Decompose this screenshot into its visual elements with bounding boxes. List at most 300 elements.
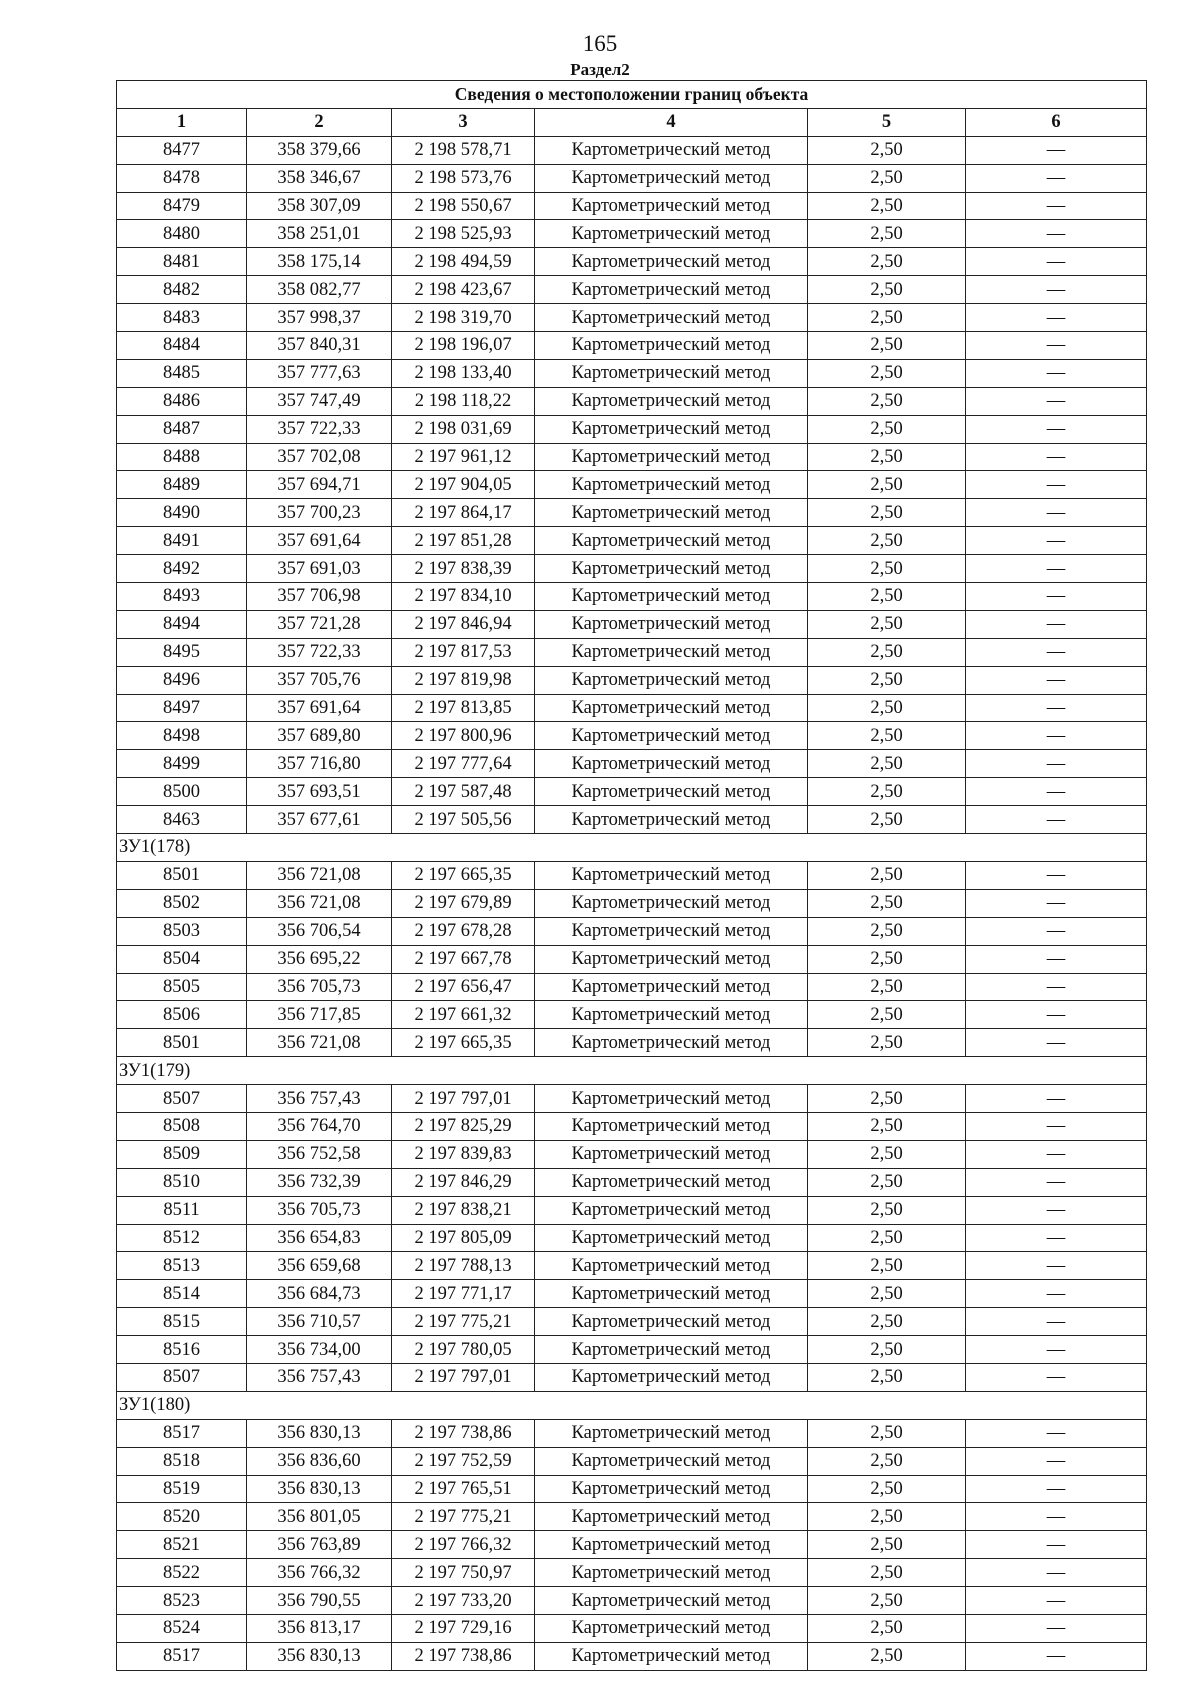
- table-cell: 2 197 805,09: [392, 1224, 535, 1252]
- table-cell: Картометрический метод: [535, 1001, 808, 1029]
- group-label: ЗУ1(180): [117, 1391, 1147, 1419]
- table-cell: 2 197 788,13: [392, 1252, 535, 1280]
- table-cell: 2,50: [808, 945, 966, 973]
- table-cell: 356 721,08: [247, 1029, 392, 1057]
- table-cell: 356 710,57: [247, 1308, 392, 1336]
- table-row: [117, 1224, 1147, 1252]
- table-cell: Картометрический метод: [535, 1642, 808, 1670]
- table-cell: 356 721,08: [247, 861, 392, 889]
- table-cell: 2 197 846,94: [392, 610, 535, 638]
- table-cell: 2 197 765,51: [392, 1475, 535, 1503]
- table-cell: 8484: [117, 332, 247, 360]
- table-cell: 8492: [117, 555, 247, 583]
- column-header: 1: [117, 108, 247, 136]
- table-cell: 2,50: [808, 722, 966, 750]
- table-cell: 2 197 752,59: [392, 1447, 535, 1475]
- table-cell: 2,50: [808, 1252, 966, 1280]
- table-cell: 358 082,77: [247, 276, 392, 304]
- table-cell: 2 197 825,29: [392, 1112, 535, 1140]
- table-cell: 357 694,71: [247, 471, 392, 499]
- table-cell: Картометрический метод: [535, 1419, 808, 1447]
- table-cell: —: [966, 610, 1147, 638]
- table-cell: 2,50: [808, 1587, 966, 1615]
- table-cell: 2,50: [808, 1336, 966, 1364]
- table-cell: Картометрический метод: [535, 1112, 808, 1140]
- table-row: [117, 694, 1147, 722]
- table-cell: 2 198 423,67: [392, 276, 535, 304]
- table-cell: 356 684,73: [247, 1280, 392, 1308]
- table-row: [117, 1029, 1147, 1057]
- table-cell: Картометрический метод: [535, 1224, 808, 1252]
- table-cell: 2 197 797,01: [392, 1363, 535, 1391]
- table-cell: 2 197 838,21: [392, 1196, 535, 1224]
- table-cell: —: [966, 861, 1147, 889]
- table-cell: 358 175,14: [247, 248, 392, 276]
- table-cell: —: [966, 471, 1147, 499]
- table-row: [117, 1587, 1147, 1615]
- table-cell: 8517: [117, 1642, 247, 1670]
- table-cell: Картометрический метод: [535, 610, 808, 638]
- table-row: [117, 471, 1147, 499]
- table-cell: 2,50: [808, 1503, 966, 1531]
- table-cell: 2 197 661,32: [392, 1001, 535, 1029]
- table-cell: 356 830,13: [247, 1642, 392, 1670]
- table-cell: 2,50: [808, 192, 966, 220]
- table-cell: 2,50: [808, 1614, 966, 1642]
- table-cell: 8495: [117, 638, 247, 666]
- table-cell: 357 840,31: [247, 332, 392, 360]
- table-cell: 2 198 550,67: [392, 192, 535, 220]
- table-cell: —: [966, 917, 1147, 945]
- table-cell: Картометрический метод: [535, 1614, 808, 1642]
- table-cell: 356 734,00: [247, 1336, 392, 1364]
- table-cell: —: [966, 1168, 1147, 1196]
- table-cell: Картометрический метод: [535, 666, 808, 694]
- table-cell: 357 705,76: [247, 666, 392, 694]
- table-row: [117, 164, 1147, 192]
- table-cell: 357 677,61: [247, 806, 392, 834]
- table-cell: 357 722,33: [247, 415, 392, 443]
- table-cell: 356 813,17: [247, 1614, 392, 1642]
- table-row: [117, 220, 1147, 248]
- table-cell: 8507: [117, 1363, 247, 1391]
- table-cell: Картометрический метод: [535, 304, 808, 332]
- table-cell: 8516: [117, 1336, 247, 1364]
- table-cell: 356 830,13: [247, 1475, 392, 1503]
- table-cell: —: [966, 164, 1147, 192]
- table-row: [117, 136, 1147, 164]
- table-cell: —: [966, 1419, 1147, 1447]
- table-cell: 2,50: [808, 471, 966, 499]
- table-cell: 8491: [117, 527, 247, 555]
- table-cell: 8490: [117, 499, 247, 527]
- table-cell: 2,50: [808, 610, 966, 638]
- table-cell: 356 757,43: [247, 1363, 392, 1391]
- table-row: [117, 1642, 1147, 1670]
- table-cell: 8477: [117, 136, 247, 164]
- table-cell: 2 197 777,64: [392, 750, 535, 778]
- table-row: [117, 499, 1147, 527]
- table-row: [117, 973, 1147, 1001]
- group-label: ЗУ1(178): [117, 834, 1147, 862]
- table-cell: Картометрический метод: [535, 248, 808, 276]
- table-cell: 356 695,22: [247, 945, 392, 973]
- table-cell: —: [966, 136, 1147, 164]
- table-cell: 357 702,08: [247, 443, 392, 471]
- table-row: [117, 610, 1147, 638]
- table-cell: 2 197 505,56: [392, 806, 535, 834]
- table-cell: —: [966, 1531, 1147, 1559]
- table-cell: 8501: [117, 1029, 247, 1057]
- table-cell: 2 197 679,89: [392, 889, 535, 917]
- table-cell: 8510: [117, 1168, 247, 1196]
- table-cell: 2 197 587,48: [392, 778, 535, 806]
- table-row: [117, 806, 1147, 834]
- table-cell: Картометрический метод: [535, 527, 808, 555]
- table-cell: Картометрический метод: [535, 555, 808, 583]
- table-cell: Картометрический метод: [535, 1531, 808, 1559]
- table-cell: 357 693,51: [247, 778, 392, 806]
- column-header: 2: [247, 108, 392, 136]
- table-cell: —: [966, 1475, 1147, 1503]
- table-cell: 2 197 838,39: [392, 555, 535, 583]
- table-cell: 8512: [117, 1224, 247, 1252]
- table-cell: Картометрический метод: [535, 1308, 808, 1336]
- table-cell: Картометрический метод: [535, 917, 808, 945]
- table-cell: 356 790,55: [247, 1587, 392, 1615]
- table-cell: 8481: [117, 248, 247, 276]
- table-row: [117, 722, 1147, 750]
- table-row: [117, 1363, 1147, 1391]
- table-cell: Картометрический метод: [535, 694, 808, 722]
- table-cell: 2,50: [808, 1419, 966, 1447]
- table-row: [117, 889, 1147, 917]
- table-cell: —: [966, 694, 1147, 722]
- table-cell: —: [966, 527, 1147, 555]
- table-cell: —: [966, 1447, 1147, 1475]
- table-cell: 2 197 961,12: [392, 443, 535, 471]
- table-cell: Картометрический метод: [535, 583, 808, 611]
- table-cell: —: [966, 1252, 1147, 1280]
- table-cell: Картометрический метод: [535, 1085, 808, 1113]
- table-cell: —: [966, 1112, 1147, 1140]
- table-title-row: [117, 81, 1147, 109]
- table-row: [117, 750, 1147, 778]
- table-cell: 2 198 319,70: [392, 304, 535, 332]
- table-cell: 356 752,58: [247, 1140, 392, 1168]
- table-cell: 357 706,98: [247, 583, 392, 611]
- table-row: [117, 1252, 1147, 1280]
- table-cell: 2,50: [808, 499, 966, 527]
- table-cell: —: [966, 1587, 1147, 1615]
- table-row: [117, 945, 1147, 973]
- table-cell: Картометрический метод: [535, 1475, 808, 1503]
- table-cell: Картометрический метод: [535, 192, 808, 220]
- table-cell: Картометрический метод: [535, 861, 808, 889]
- table-cell: 8463: [117, 806, 247, 834]
- table-cell: —: [966, 1503, 1147, 1531]
- table-cell: 356 764,70: [247, 1112, 392, 1140]
- table-cell: 2,50: [808, 1531, 966, 1559]
- table-cell: 2,50: [808, 248, 966, 276]
- table-cell: 2,50: [808, 164, 966, 192]
- table-cell: 8489: [117, 471, 247, 499]
- table-cell: Картометрический метод: [535, 750, 808, 778]
- table-cell: —: [966, 332, 1147, 360]
- table-cell: 357 998,37: [247, 304, 392, 332]
- table-cell: 2 197 738,86: [392, 1642, 535, 1670]
- table-cell: Картометрический метод: [535, 1252, 808, 1280]
- table-cell: 2 197 775,21: [392, 1503, 535, 1531]
- table-row: [117, 443, 1147, 471]
- table-cell: 2 197 846,29: [392, 1168, 535, 1196]
- table-cell: 2 197 733,20: [392, 1587, 535, 1615]
- table-cell: 2 197 771,17: [392, 1280, 535, 1308]
- table-row: [117, 1503, 1147, 1531]
- table-cell: 2 197 834,10: [392, 583, 535, 611]
- table-cell: 2,50: [808, 1308, 966, 1336]
- table-cell: Картометрический метод: [535, 136, 808, 164]
- table-cell: 8506: [117, 1001, 247, 1029]
- table-cell: 2,50: [808, 806, 966, 834]
- table-cell: 357 689,80: [247, 722, 392, 750]
- table-cell: Картометрический метод: [535, 1196, 808, 1224]
- table-cell: 2 197 766,32: [392, 1531, 535, 1559]
- table-cell: —: [966, 583, 1147, 611]
- table-cell: 356 705,73: [247, 1196, 392, 1224]
- table-cell: 2 198 573,76: [392, 164, 535, 192]
- table-cell: 8520: [117, 1503, 247, 1531]
- table-cell: 358 346,67: [247, 164, 392, 192]
- table-cell: 8487: [117, 415, 247, 443]
- column-header: 3: [392, 108, 535, 136]
- table-cell: 8522: [117, 1559, 247, 1587]
- table-cell: 357 716,80: [247, 750, 392, 778]
- group-row: [117, 1391, 1147, 1419]
- table-cell: 8513: [117, 1252, 247, 1280]
- table-cell: 8521: [117, 1531, 247, 1559]
- table-cell: —: [966, 1336, 1147, 1364]
- table-cell: Картометрический метод: [535, 471, 808, 499]
- table-cell: 2 198 031,69: [392, 415, 535, 443]
- table-cell: 358 379,66: [247, 136, 392, 164]
- table-cell: 356 706,54: [247, 917, 392, 945]
- table-cell: 8517: [117, 1419, 247, 1447]
- table-cell: 8519: [117, 1475, 247, 1503]
- table-cell: —: [966, 359, 1147, 387]
- table-cell: 356 836,60: [247, 1447, 392, 1475]
- table-cell: —: [966, 1029, 1147, 1057]
- table-cell: 356 717,85: [247, 1001, 392, 1029]
- table-cell: —: [966, 1559, 1147, 1587]
- table-cell: Картометрический метод: [535, 778, 808, 806]
- table-cell: Картометрический метод: [535, 973, 808, 1001]
- table-cell: Картометрический метод: [535, 220, 808, 248]
- table-cell: 8524: [117, 1614, 247, 1642]
- table-row: [117, 583, 1147, 611]
- table-cell: Картометрический метод: [535, 722, 808, 750]
- table-cell: 2,50: [808, 527, 966, 555]
- table-cell: 2 197 813,85: [392, 694, 535, 722]
- table-title: Сведения о местоположении границ объекта: [117, 81, 1147, 109]
- table-cell: Картометрический метод: [535, 164, 808, 192]
- table-cell: 2,50: [808, 638, 966, 666]
- table-row: [117, 778, 1147, 806]
- table-cell: Картометрический метод: [535, 889, 808, 917]
- table-cell: —: [966, 1001, 1147, 1029]
- table-cell: 8480: [117, 220, 247, 248]
- table-cell: —: [966, 304, 1147, 332]
- table-cell: 2 197 904,05: [392, 471, 535, 499]
- table-cell: Картометрический метод: [535, 1447, 808, 1475]
- table-cell: 2 198 196,07: [392, 332, 535, 360]
- table-cell: 2,50: [808, 917, 966, 945]
- table-cell: —: [966, 638, 1147, 666]
- table-cell: 8507: [117, 1085, 247, 1113]
- table-cell: 2 197 775,21: [392, 1308, 535, 1336]
- table-cell: 8523: [117, 1587, 247, 1615]
- table-cell: 357 691,64: [247, 527, 392, 555]
- table-cell: 8501: [117, 861, 247, 889]
- table-cell: 8518: [117, 1447, 247, 1475]
- table-cell: 356 705,73: [247, 973, 392, 1001]
- table-cell: 8498: [117, 722, 247, 750]
- table-cell: Картометрический метод: [535, 276, 808, 304]
- table-cell: 356 801,05: [247, 1503, 392, 1531]
- table-cell: 8496: [117, 666, 247, 694]
- column-header: 5: [808, 108, 966, 136]
- table-cell: 2,50: [808, 443, 966, 471]
- table-cell: —: [966, 1614, 1147, 1642]
- table-cell: 2,50: [808, 1085, 966, 1113]
- table-cell: Картометрический метод: [535, 1363, 808, 1391]
- table-row: [117, 1614, 1147, 1642]
- table-cell: Картометрический метод: [535, 945, 808, 973]
- table-cell: 356 830,13: [247, 1419, 392, 1447]
- table-cell: 8497: [117, 694, 247, 722]
- table-row: [117, 1419, 1147, 1447]
- table-cell: 2 197 780,05: [392, 1336, 535, 1364]
- table-cell: 2,50: [808, 555, 966, 583]
- table-cell: 2 197 667,78: [392, 945, 535, 973]
- table-cell: 2 198 133,40: [392, 359, 535, 387]
- table-row: [117, 1559, 1147, 1587]
- boundary-table: [116, 80, 1147, 1671]
- table-cell: 356 763,89: [247, 1531, 392, 1559]
- table-cell: 2,50: [808, 1280, 966, 1308]
- table-cell: —: [966, 192, 1147, 220]
- group-row: [117, 834, 1147, 862]
- table-cell: 2,50: [808, 387, 966, 415]
- table-cell: 2,50: [808, 694, 966, 722]
- group-label: ЗУ1(179): [117, 1057, 1147, 1085]
- table-cell: 2,50: [808, 1196, 966, 1224]
- table-cell: 357 777,63: [247, 359, 392, 387]
- table-cell: —: [966, 1196, 1147, 1224]
- table-cell: 2 197 797,01: [392, 1085, 535, 1113]
- group-row: [117, 1057, 1147, 1085]
- table-cell: 2,50: [808, 1029, 966, 1057]
- table-cell: 2,50: [808, 1559, 966, 1587]
- table-cell: Картометрический метод: [535, 359, 808, 387]
- table-cell: —: [966, 1140, 1147, 1168]
- table-cell: 2,50: [808, 220, 966, 248]
- table-cell: 358 307,09: [247, 192, 392, 220]
- table-cell: Картометрический метод: [535, 1140, 808, 1168]
- table-cell: 8479: [117, 192, 247, 220]
- table-row: [117, 1447, 1147, 1475]
- table-cell: 356 757,43: [247, 1085, 392, 1113]
- table-cell: —: [966, 889, 1147, 917]
- table-cell: 2,50: [808, 304, 966, 332]
- table-cell: —: [966, 945, 1147, 973]
- section-label: Раздел2: [570, 60, 630, 79]
- table-cell: 2,50: [808, 415, 966, 443]
- table-cell: 2 197 750,97: [392, 1559, 535, 1587]
- table-cell: 2 197 656,47: [392, 973, 535, 1001]
- table-cell: 8485: [117, 359, 247, 387]
- table-cell: Картометрический метод: [535, 443, 808, 471]
- table-cell: 357 722,33: [247, 638, 392, 666]
- table-row: [117, 1168, 1147, 1196]
- table-cell: 8493: [117, 583, 247, 611]
- table-row: [117, 1308, 1147, 1336]
- table-row: [117, 332, 1147, 360]
- table-cell: —: [966, 276, 1147, 304]
- table-row: [117, 917, 1147, 945]
- table-row: [117, 527, 1147, 555]
- table-row: [117, 1336, 1147, 1364]
- table-row: [117, 555, 1147, 583]
- table-cell: —: [966, 778, 1147, 806]
- table-cell: 2,50: [808, 1475, 966, 1503]
- table-cell: Картометрический метод: [535, 499, 808, 527]
- table-cell: 8499: [117, 750, 247, 778]
- table-cell: —: [966, 499, 1147, 527]
- table-cell: Картометрический метод: [535, 1280, 808, 1308]
- table-cell: 2,50: [808, 861, 966, 889]
- table-cell: 8509: [117, 1140, 247, 1168]
- table-cell: —: [966, 1308, 1147, 1336]
- table-cell: 356 721,08: [247, 889, 392, 917]
- table-cell: 2,50: [808, 359, 966, 387]
- table-cell: 8502: [117, 889, 247, 917]
- table-cell: 8503: [117, 917, 247, 945]
- table-row: [117, 1196, 1147, 1224]
- table-cell: —: [966, 415, 1147, 443]
- table-cell: 2 197 839,83: [392, 1140, 535, 1168]
- table-row: [117, 1085, 1147, 1113]
- table-cell: 2,50: [808, 332, 966, 360]
- column-number-row: [117, 108, 1147, 136]
- table-cell: 8511: [117, 1196, 247, 1224]
- table-row: [117, 1140, 1147, 1168]
- table-cell: 356 732,39: [247, 1168, 392, 1196]
- table-cell: —: [966, 806, 1147, 834]
- table-cell: Картометрический метод: [535, 1559, 808, 1587]
- table-row: [117, 1280, 1147, 1308]
- table-cell: 8500: [117, 778, 247, 806]
- table-cell: 2,50: [808, 1642, 966, 1670]
- table-body: [117, 136, 1147, 1670]
- table-cell: 8504: [117, 945, 247, 973]
- table-cell: 2,50: [808, 276, 966, 304]
- table-cell: —: [966, 1642, 1147, 1670]
- table-row: [117, 415, 1147, 443]
- page-number: 165: [582, 31, 618, 56]
- table-cell: —: [966, 555, 1147, 583]
- table-cell: 8478: [117, 164, 247, 192]
